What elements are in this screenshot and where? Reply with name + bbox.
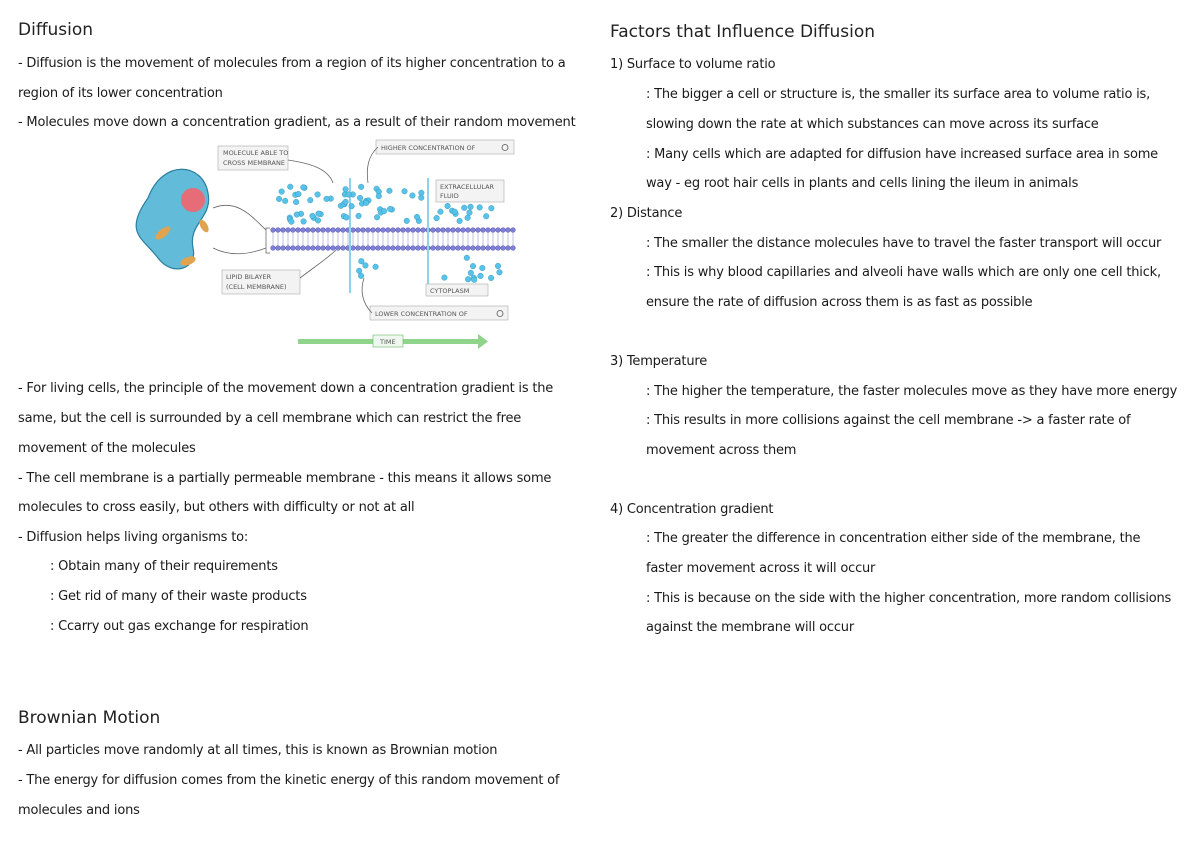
sublist-item-1: : Obtain many of their requirements (50, 559, 278, 574)
factor-4-line-4: against the membrane will occur (646, 620, 854, 635)
diffusion-title: Diffusion (18, 20, 94, 40)
factor-1-heading: 1) Surface to volume ratio (610, 57, 776, 72)
factor-4-line-2: faster movement across it will occur (646, 561, 876, 576)
factor-1-line-4: way - eg root hair cells in plants and cells lining the ileum in animals (646, 176, 1079, 191)
diffusion-line-5: same, but the cell is surrounded by a cell membrane which can restrict the free (18, 411, 522, 426)
label-time: TIME (380, 338, 396, 346)
time-arrow (298, 334, 488, 349)
diffusion-line-9: - Diffusion helps living organisms to: (18, 530, 249, 545)
cell-illustration (136, 169, 210, 269)
factor-1-line-1: : The bigger a cell or structure is, the smaller its surface area to volume ratio is, (646, 87, 1151, 102)
label-lipid-1: LIPID BILAYER (226, 273, 272, 281)
factor-3-line-1: : The higher the temperature, the faster molecules move as they have more energy (646, 384, 1178, 399)
diffusion-line-3: - Molecules move down a concentration gradient, as a result of their random movement (18, 115, 576, 130)
factor-1-line-2: slowing down the rate at which substances can move across its surface (646, 117, 1099, 132)
sublist-item-3: : Ccarry out gas exchange for respiration (50, 619, 309, 634)
label-extracellular-1: EXTRACELLULAR (440, 183, 495, 191)
diffusion-line-1: - Diffusion is the movement of molecules from a region of its higher concentration to a (18, 56, 566, 71)
sublist-item-2: : Get rid of many of their waste products (50, 589, 307, 604)
factor-2-line-1: : The smaller the distance molecules have to travel the faster transport will occur (646, 236, 1162, 251)
diffusion-line-4: - For living cells, the principle of the movement down a concentration gradient is the (18, 381, 554, 396)
label-lower: LOWER CONCENTRATION OF (375, 310, 468, 318)
brownian-title: Brownian Motion (18, 708, 161, 728)
diffusion-line-2: region of its lower concentration (18, 86, 223, 101)
factor-3-line-3: movement across them (646, 443, 797, 458)
factor-3-heading: 3) Temperature (610, 354, 708, 369)
factor-2-heading: 2) Distance (610, 206, 683, 221)
factors-title: Factors that Influence Diffusion (610, 22, 875, 42)
label-lipid-2: (CELL MEMBRANE) (226, 283, 287, 291)
factor-4-line-1: : The greater the difference in concentration either side of the membrane, the (646, 531, 1141, 546)
label-molecule-2: CROSS MEMBRANE (223, 159, 285, 167)
factor-1-line-3: : Many cells which are adapted for diffusion have increased surface area in some (646, 147, 1158, 162)
brownian-line-2: - The energy for diffusion comes from the kinetic energy of this random movement of (18, 773, 560, 788)
brownian-line-1: - All particles move randomly at all times, this is known as Brownian motion (18, 743, 498, 758)
diffusion-diagram (118, 138, 518, 353)
brownian-line-3: molecules and ions (18, 803, 140, 818)
label-higher: HIGHER CONCENTRATION OF (381, 144, 476, 152)
factor-4-line-3: : This is because on the side with the higher concentration, more random collisions (646, 591, 1172, 606)
factor-2-line-3: ensure the rate of diffusion across them is as fast as possible (646, 295, 1033, 310)
diffusion-line-8: molecules to cross easily, but others with difficulty or not at all (18, 500, 415, 515)
label-extracellular-2: FLUID (440, 192, 459, 200)
factor-4-heading: 4) Concentration gradient (610, 502, 774, 517)
lipid-bilayer (271, 228, 516, 251)
factor-3-line-2: : This results in more collisions against the cell membrane -> a faster rate of (646, 413, 1131, 428)
factor-2-line-2: : This is why blood capillaries and alveoli have walls which are only one cell thick, (646, 265, 1161, 280)
diffusion-line-6: movement of the molecules (18, 441, 196, 456)
label-molecule-1: MOLECULE ABLE TO (223, 149, 289, 157)
diffusion-line-7: - The cell membrane is a partially permeable membrane - this means it allows some (18, 471, 552, 486)
label-cytoplasm: CYTOPLASM (430, 287, 470, 295)
